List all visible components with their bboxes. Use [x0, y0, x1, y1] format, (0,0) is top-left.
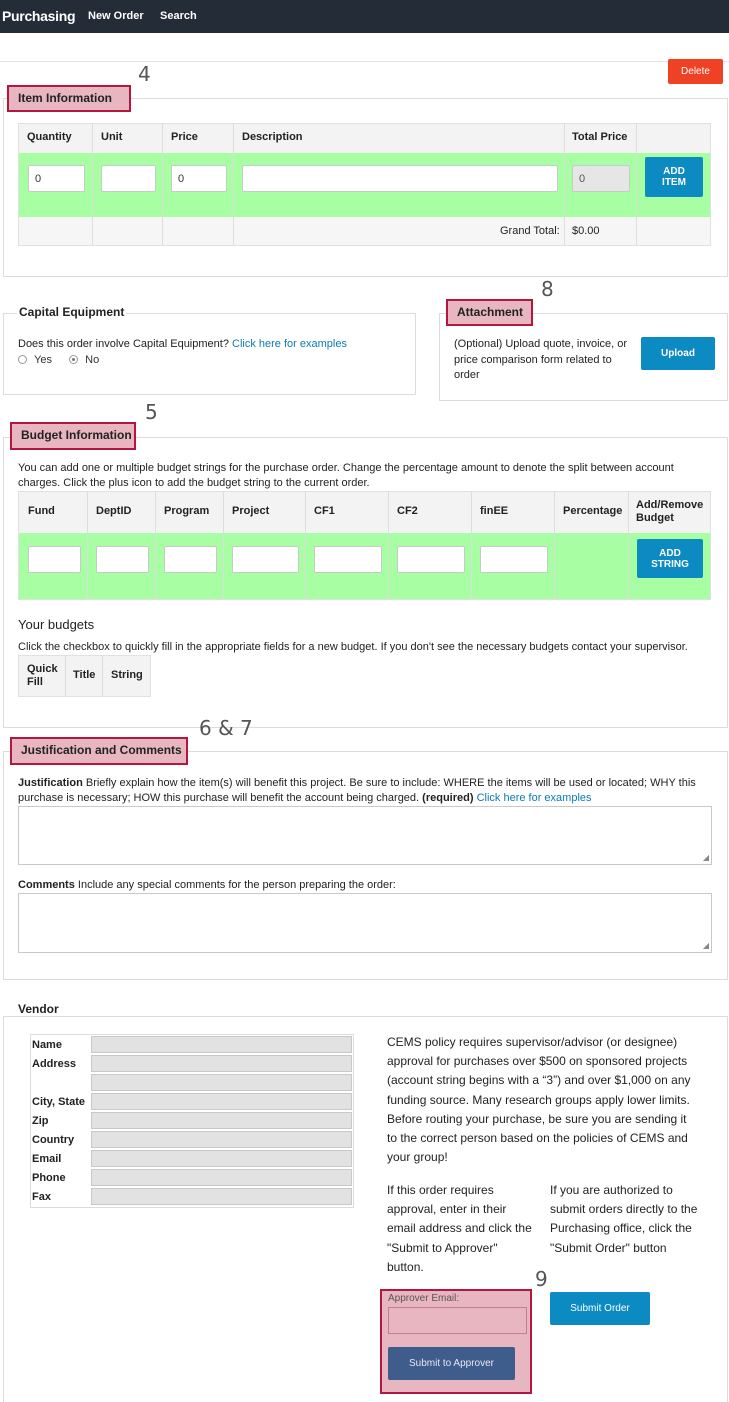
approver-email-input[interactable] — [388, 1307, 527, 1334]
justification-textarea[interactable] — [18, 806, 712, 865]
no-radio[interactable] — [69, 355, 78, 364]
vendor-fax-label: Fax — [32, 1191, 51, 1203]
col-sep — [155, 492, 156, 599]
capital-title: Capital Equipment — [19, 305, 125, 319]
attachment-text: (Optional) Upload quote, invoice, or price comparison form related to order — [454, 338, 628, 381]
divider — [0, 61, 729, 62]
resize-grip-icon[interactable]: ◢ — [702, 853, 709, 862]
cf1-input[interactable] — [314, 546, 382, 573]
delete-button[interactable]: Delete — [668, 59, 723, 84]
total-price-field: 0 — [572, 165, 630, 192]
justification-title: Justification and Comments — [10, 737, 188, 765]
cf2-input[interactable] — [397, 546, 465, 573]
vendor-address-label: Address — [32, 1058, 77, 1070]
cems-policy-text: CEMS policy requires supervisor/advisor (or designee) approval for purchases over $500 on sponsored projects (account string begins with a “3”) and over $1,000 on any funding source. Many research groups apply lower limits. Before routing your purchase, be sure you are sending it to the correct person based on the policies of CEMS and your group! — [387, 1035, 691, 1165]
vendor-name-label: Name — [32, 1039, 62, 1051]
fund-input[interactable] — [28, 546, 81, 573]
no-label: No — [85, 354, 100, 366]
col-sep — [233, 124, 234, 245]
project-input[interactable] — [232, 546, 299, 573]
col-project: Project — [232, 505, 270, 517]
col-sep — [636, 124, 637, 245]
col-program: Program — [164, 505, 210, 517]
vendor-name-field — [91, 1036, 352, 1053]
vendor-country-field — [91, 1131, 352, 1148]
col-sep — [564, 124, 565, 245]
vendor-city-field — [91, 1093, 352, 1110]
col-title: Title — [73, 669, 96, 681]
quantity-input[interactable]: 0 — [28, 165, 85, 192]
description-input[interactable] — [242, 165, 558, 192]
yes-label: Yes — [34, 354, 53, 366]
vendor-phone-field — [91, 1169, 352, 1186]
col-quantity: Quantity — [27, 131, 72, 143]
annotation-8: 8 — [541, 277, 554, 301]
col-price: Price — [171, 131, 198, 143]
vendor-zip-field — [91, 1112, 352, 1129]
col-percentage: Percentage — [563, 505, 623, 517]
add-string-button[interactable]: ADD STRING — [637, 539, 703, 578]
vendor-address-field — [91, 1055, 352, 1072]
comments-help: Comments Include any special comments for the person preparing the order: — [18, 879, 396, 891]
col-quick-fill: Quick Fill — [27, 663, 58, 688]
col-total-price: Total Price — [572, 131, 628, 143]
annotation-6-7: 6 & 7 — [199, 716, 253, 740]
col-fund: Fund — [28, 505, 55, 517]
vendor-fax-field — [91, 1188, 352, 1205]
col-string: String — [111, 669, 143, 681]
submit-order-button[interactable]: Submit Order — [550, 1292, 650, 1325]
justification-examples-link[interactable]: Click here for examples — [476, 792, 592, 804]
col-sep — [554, 492, 555, 599]
col-sep — [65, 656, 66, 696]
approver-email-label: Approver Email: — [388, 1293, 460, 1304]
item-info-title: Item Information — [7, 85, 131, 112]
col-sep — [628, 492, 629, 599]
approval-instructions: If this order requires approval, enter in their email address and click the "Submit to Approver" button. — [387, 1183, 532, 1274]
col-unit: Unit — [101, 131, 123, 143]
capital-options — [18, 353, 99, 368]
add-item-button[interactable]: ADD ITEM — [645, 157, 703, 197]
col-sep — [162, 124, 163, 245]
annotation-4: 4 — [138, 62, 151, 86]
col-add-remove: Add/Remove Budget — [636, 499, 704, 524]
unit-input[interactable] — [101, 165, 156, 192]
vendor-address2-field — [91, 1074, 352, 1091]
col-sep — [471, 492, 472, 599]
vendor-city-label: City, State — [32, 1096, 85, 1108]
your-budgets-heading: Your budgets — [18, 617, 95, 632]
deptid-input[interactable] — [96, 546, 149, 573]
vendor-email-field — [91, 1150, 352, 1167]
finee-input[interactable] — [480, 546, 548, 573]
budget-title: Budget Information — [10, 422, 136, 450]
col-description: Description — [242, 131, 303, 143]
col-deptid: DeptID — [96, 505, 132, 517]
grand-total-label: Grand Total: — [500, 225, 560, 237]
capital-examples-link[interactable]: Click here for examples — [232, 338, 347, 350]
yes-radio[interactable] — [18, 355, 27, 364]
col-sep — [388, 492, 389, 599]
col-sep — [223, 492, 224, 599]
vendor-email-label: Email — [32, 1153, 62, 1165]
attachment-title: Attachment — [446, 299, 533, 326]
comments-textarea[interactable] — [18, 893, 712, 953]
budget-intro: You can add one or multiple budget strings for the purchase order. Change the percentage amount to denote the split between account charges. Click the plus icon to add the budget string to the current order. — [18, 462, 674, 489]
price-input[interactable]: 0 — [171, 165, 227, 192]
col-sep — [102, 656, 103, 696]
resize-grip-icon[interactable]: ◢ — [702, 941, 709, 950]
col-sep — [305, 492, 306, 599]
col-cf1: CF1 — [314, 505, 335, 517]
col-sep — [92, 124, 93, 245]
col-finee: finEE — [480, 505, 509, 517]
capital-question: Does this order involve Capital Equipment? Click here for examples — [18, 338, 347, 350]
col-sep — [87, 492, 88, 599]
grand-total-value: $0.00 — [572, 225, 600, 237]
vendor-zip-label: Zip — [32, 1115, 49, 1127]
your-budgets-help: Click the checkbox to quickly fill in the appropriate fields for a new budget. If you don't see the necessary budgets contact your supervisor. — [18, 641, 688, 653]
annotation-5: 5 — [145, 400, 158, 424]
nav-search[interactable]: Search — [160, 10, 197, 22]
upload-button[interactable]: Upload — [641, 337, 715, 370]
col-cf2: CF2 — [397, 505, 418, 517]
grand-total-row — [19, 217, 710, 245]
vendor-country-label: Country — [32, 1134, 75, 1146]
program-input[interactable] — [164, 546, 217, 573]
vendor-phone-label: Phone — [32, 1172, 66, 1184]
nav-new-order[interactable]: New Order — [88, 10, 144, 22]
app-brand[interactable]: Purchasing — [2, 8, 76, 24]
vendor-title: Vendor — [18, 1002, 59, 1016]
annotation-9: 9 — [535, 1267, 548, 1291]
direct-submit-instructions: If you are authorized to submit orders directly to the Purchasing office, click the "Submit Order" button — [550, 1183, 698, 1255]
justification-help: Justification Briefly explain how the item(s) will benefit this project. Be sure to include: WHERE the items will be used or located; WHY this purchase is necessary; HOW this purchase will benefit the account being charged. (required) Click here for examples — [18, 777, 696, 804]
submit-to-approver-button[interactable]: Submit to Approver — [388, 1347, 515, 1380]
